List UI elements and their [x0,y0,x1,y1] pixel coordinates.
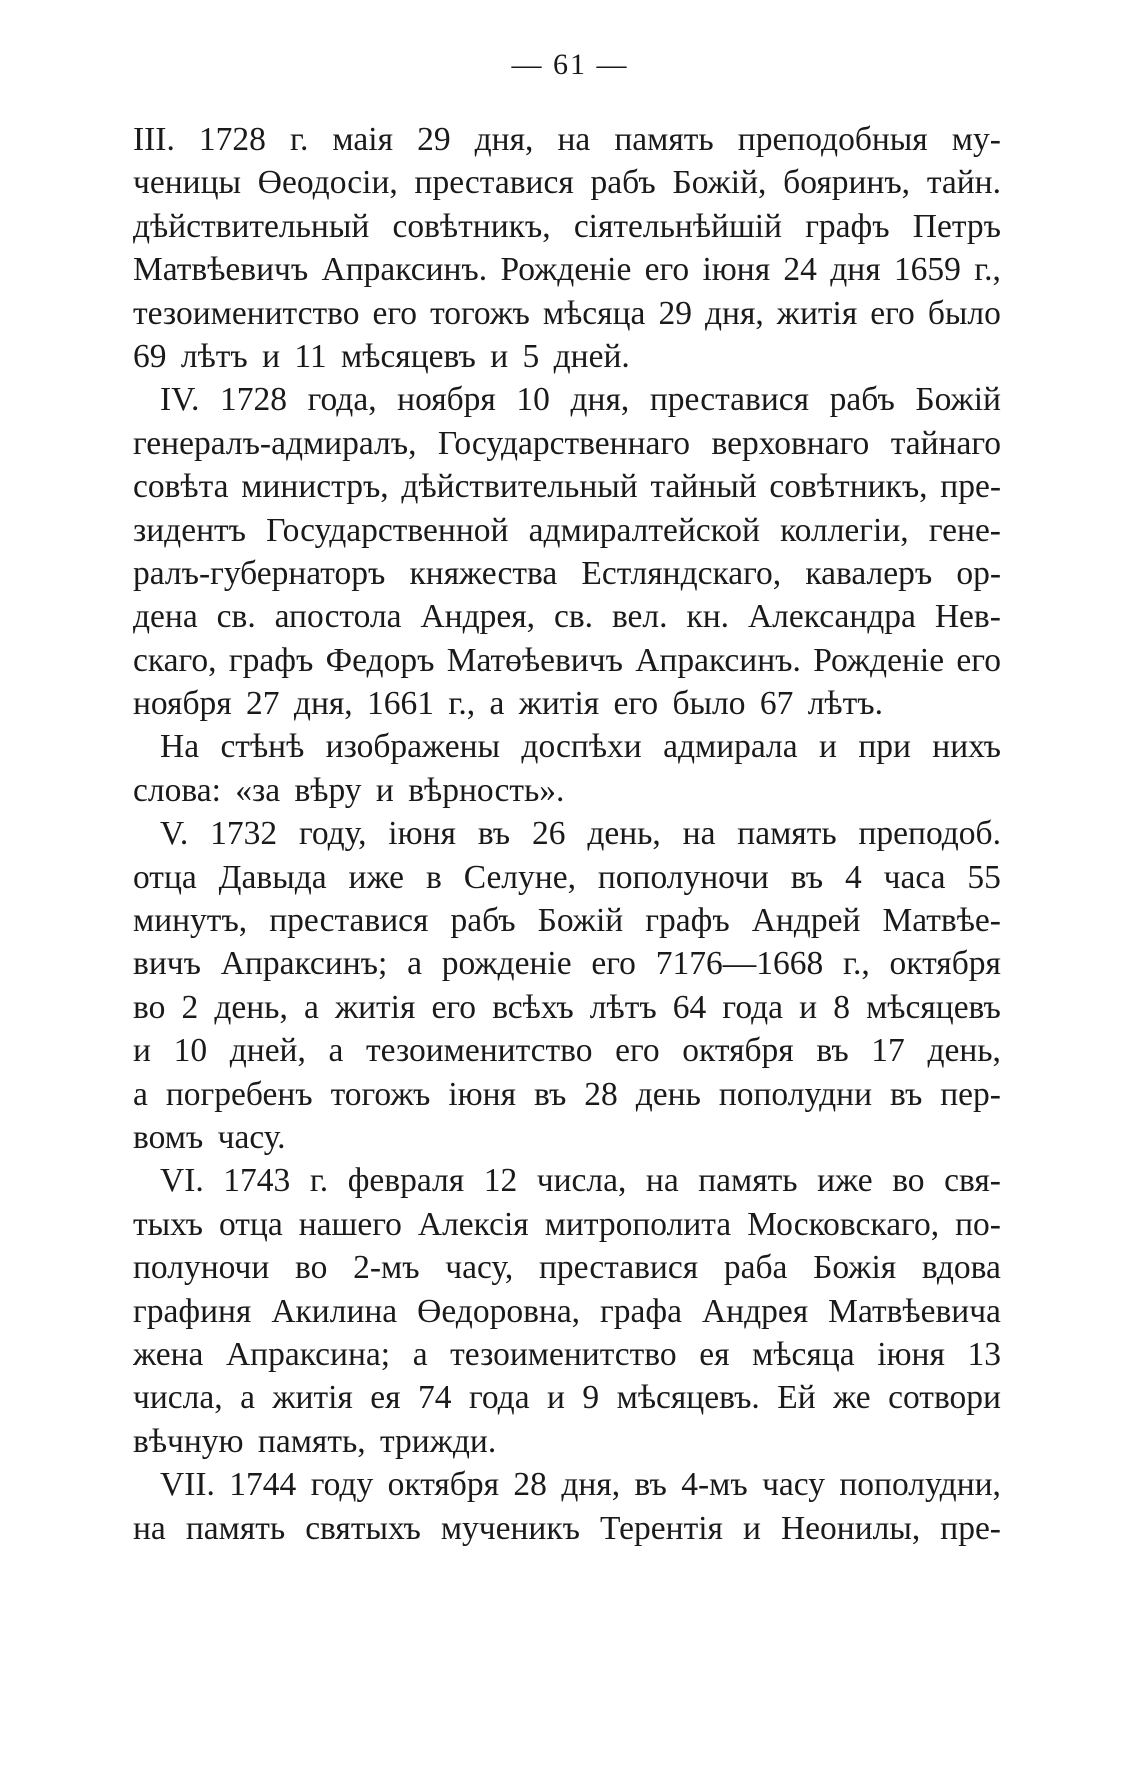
text-line: тыхъ отца нашего Алексія митрополита Московскаго, по- [133,1205,1001,1243]
text-line: VII. 1744 году октября 28 дня, въ 4-мъ часу пополудни, [160,1466,1001,1504]
paragraph-vii [133,1463,1001,1550]
text-line: VI. 1743 г. февраля 12 числа, на память иже во свя- [160,1162,1001,1200]
text-line: во 2 день, а житія его всѣхъ лѣтъ 64 года и 8 мѣсяцевъ [133,988,1001,1026]
paragraph-v [133,812,1001,1159]
page-number: — 61 — [511,48,629,81]
text-line: ноября 27 дня, 1661 г., а житія его было 67 лѣтъ. [133,685,883,723]
text-line: на память святыхъ мученикъ Терентія и Неонилы, пре- [133,1509,1001,1547]
text-line: совѣта министръ, дѣйствительный тайный совѣтникъ, пре- [133,468,1001,506]
text-line: полуночи во 2-мъ часу, преставися раба Божія вдова [133,1249,1001,1287]
text-line: V. 1732 году, іюня въ 26 день, на память преподоб. [160,815,1001,853]
text-line: вичъ Апраксинъ; а рожденіе его 7176—1668 г., октября [133,945,1001,983]
text-line: III. 1728 г. маія 29 дня, на память преподобныя му- [133,121,1001,158]
text-line: Матвѣевичъ Апраксинъ. Рожденіе его іюня 24 дня 1659 г., [133,251,1001,289]
page-text [133,118,1001,1550]
text-line: скаго, графъ Федоръ Матөѣевичъ Апраксинъ. Рожденіе его [133,641,1001,679]
text-line: числа, а житія ея 74 года и 9 мѣсяцевъ. Ей же сотвори [133,1379,1001,1417]
text-line: слова: «за вѣру и вѣрность». [133,771,565,809]
paragraph-inscription [133,725,1001,812]
text-line: минутъ, преставися рабъ Божій графъ Андрей Матвѣе- [133,902,1001,940]
text-line: жена Апраксина; а тезоименитство ея мѣсяца іюня 13 [133,1335,1001,1373]
text-line: отца Давыда иже в Селуне, пополуночи въ 4 часа 55 [133,858,1001,896]
text-line: дѣйствительный совѣтникъ, сіятельнѣйшій графъ Петръ [133,207,1001,245]
text-line: зидентъ Государственной адмиралтейской коллегіи, гене- [133,511,1001,549]
text-line: дена св. апостола Андрея, св. вел. кн. Александра Нев- [133,598,1001,636]
text-line: ралъ-губернаторъ княжества Естляндскаго, кавалеръ ор- [133,554,1001,592]
text-line: ченицы Өеодосіи, преставися рабъ Божій, бояринъ, тайн. [133,164,1001,202]
paragraph-vi [133,1159,1001,1463]
text-line: а погребенъ тогожъ іюня въ 28 день пополудни въ пер- [133,1075,1001,1113]
text-line: вѣчную память, трижди. [133,1422,497,1460]
text-line: и 10 дней, а тезоименитство его октября въ 17 день, [133,1032,1001,1070]
text-line: IV. 1728 года, ноября 10 дня, преставися рабъ Божій [160,381,1001,419]
paragraph-iii [133,118,1001,378]
text-line: генералъ-адмиралъ, Государственнаго верховнаго тайнаго [133,424,1001,462]
text-line: вомъ часу. [133,1118,286,1156]
text-line: графиня Акилина Өедоровна, графа Андрея Матвѣевича [133,1292,1001,1330]
text-line: тезоименитство его тогожъ мѣсяца 29 дня, житія его было [133,294,1001,332]
paragraph-iv [133,378,1001,725]
text-line: 69 лѣтъ и 11 мѣсяцевъ и 5 дней. [133,337,630,375]
text-line: На стѣнѣ изображены доспѣхи адмирала и при нихъ [160,728,1001,766]
